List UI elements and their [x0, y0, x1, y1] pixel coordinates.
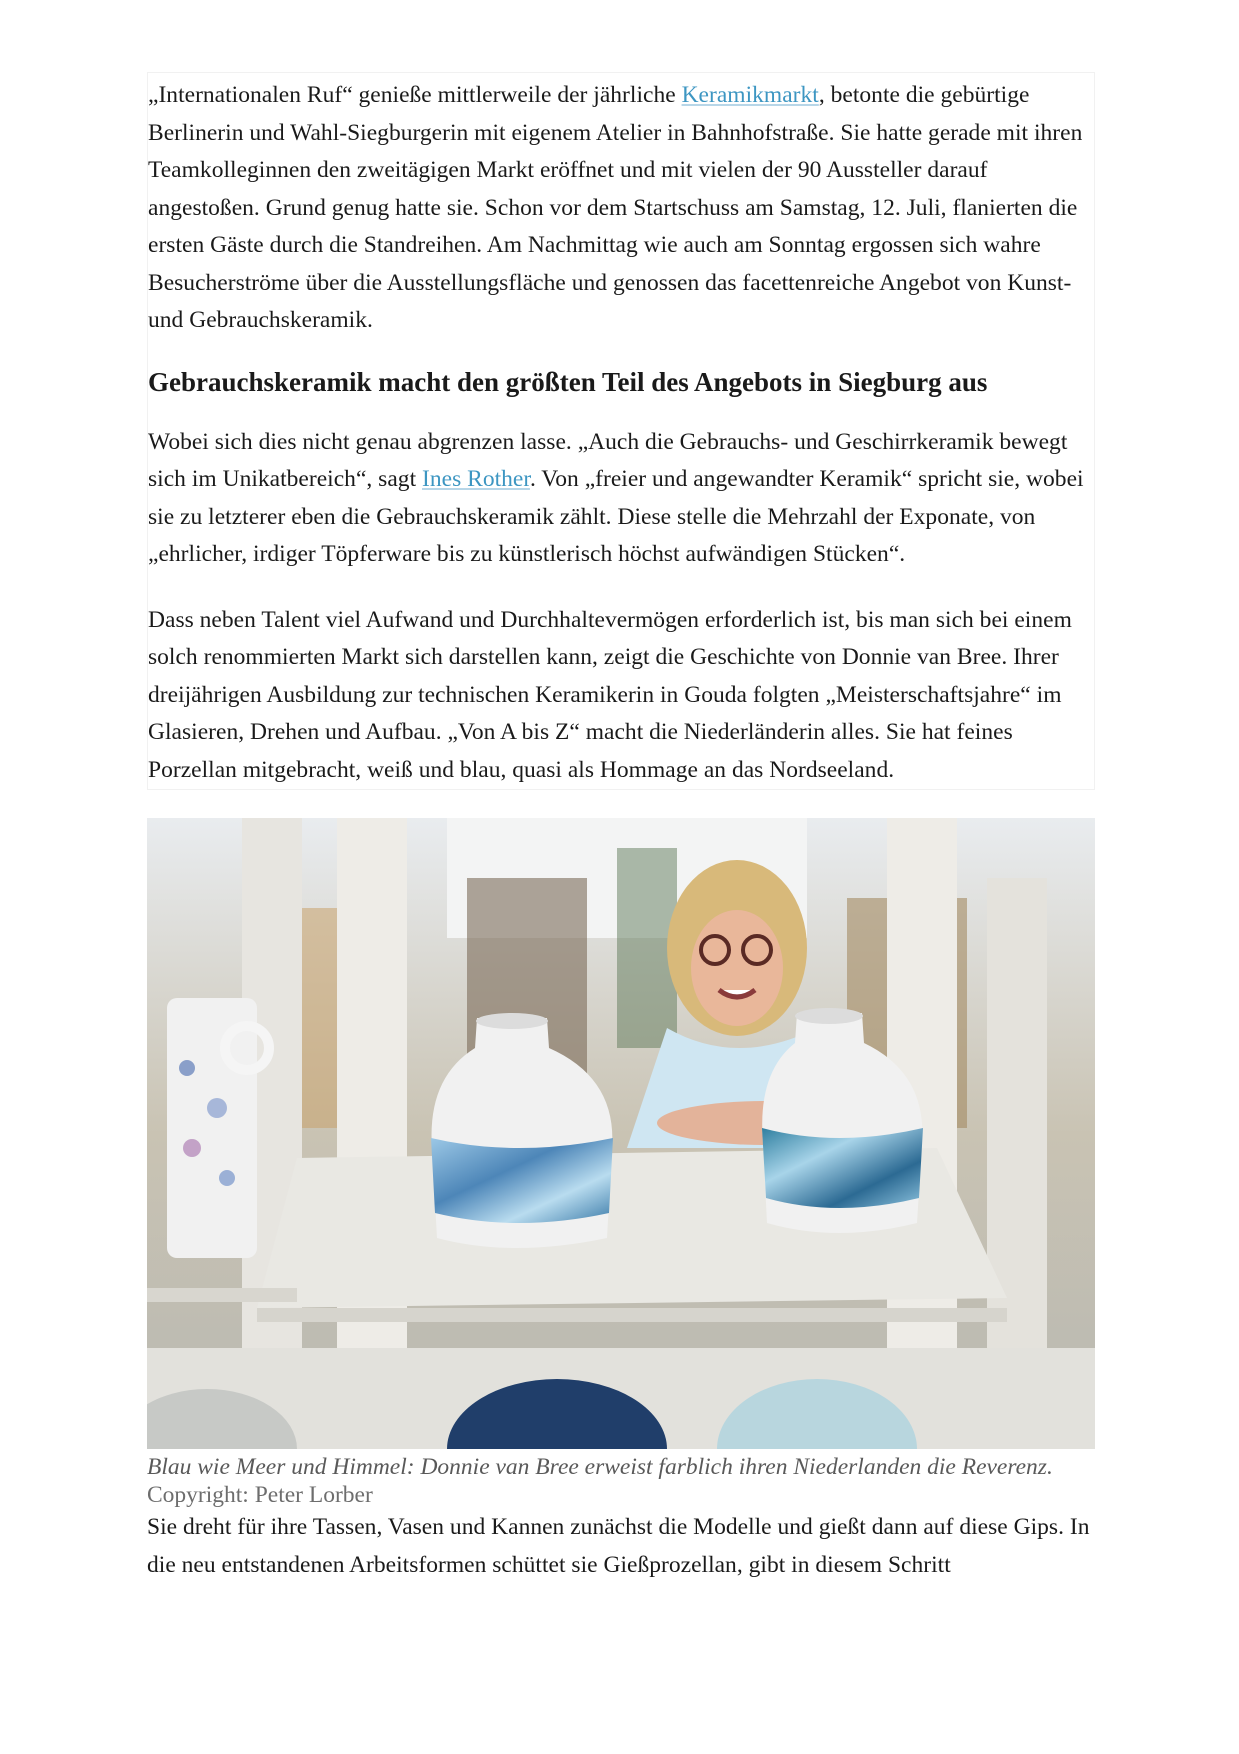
paragraph-1: [148, 77, 1094, 340]
paragraph-3: Dass neben Talent viel Aufwand und Durchhaltevermögen erforderlich ist, bis man sich bei einem solch renommierten Markt sich darstellen kann, zeigt die Geschichte von Donnie van Bree. Ihrer dreijährigen Ausbildung zur technischen Keramikerin in Gouda folgten „Meisterschaftsjahre“ im Glasieren, Drehen und Aufbau. „Von A bis Z“ macht die Niederländerin alles. Sie hat feines Porzellan mitgebracht, weiß und blau, quasi als Hommage an das Nordseeland.: [148, 606, 1072, 783]
p2-text-end: . Von „freier und angewandter Keramik“ spricht sie, wobei sie zu letzterer eben die Gebrauchskeramik zählt. Diese stelle die Mehrzahl der Exponate, von „ehrlicher, irdiger Töpferware bis zu künstlerisch höchst aufwändigen Stücken“.: [148, 466, 1084, 567]
section-subheading: Gebrauchskeramik macht den größten Teil des Angebots in Siegburg aus: [148, 366, 988, 397]
article-photo: [147, 818, 1095, 1449]
photo-caption: Blau wie Meer und Himmel: Donnie van Bree erweist farblich ihren Niederlanden die Reverenz.: [147, 1454, 1053, 1480]
keramikmarkt-link[interactable]: Keramikmarkt: [681, 82, 819, 108]
p2-text-start: Wobei sich dies nicht genau abgrenzen lasse. „Auch die Gebrauchs- und Geschirrkeramik bewegt sich im Unikatbereich“, sagt: [148, 428, 1068, 492]
paragraph-2: [148, 424, 1094, 574]
p1-text-end: , betonte die gebürtige Berlinerin und Wahl-Siegburgerin mit eigenem Atelier in Bahnhofstraße. Sie hatte gerade mit ihren Teamkolleginnen den zweitägigen Markt eröffnet und mit vielen der 90 Aussteller darauf angestoßen. Grund genug hatte sie. Schon vor dem Startschuss am Samstag, 12. Juli, flanierten die ersten Gäste durch die Standreihen. Am Nachmittag wie auch am Sonntag ergossen sich wahre Besucherströme über die Ausstellungsfläche und genossen das facettenreiche Angebot von Kunst- und Gebrauchskeramik.: [148, 82, 1083, 333]
ceramics-stand-illustration: [147, 818, 1095, 1449]
photo-copyright: Copyright: Peter Lorber: [147, 1482, 373, 1508]
ines-rother-link[interactable]: Ines Rother: [422, 466, 530, 492]
article-body: [147, 72, 1095, 790]
p1-text-start: „Internationalen Ruf“ genieße mittlerweile der jährliche: [148, 82, 682, 108]
article-page: [147, 72, 1095, 1612]
paragraph-4: Sie dreht für ihre Tassen, Vasen und Kannen zunächst die Modelle und gießt dann auf diese Gips. In die neu entstandenen Arbeitsformen schüttet sie Gießprozellan, gibt in diesem Schritt: [147, 1514, 1090, 1578]
